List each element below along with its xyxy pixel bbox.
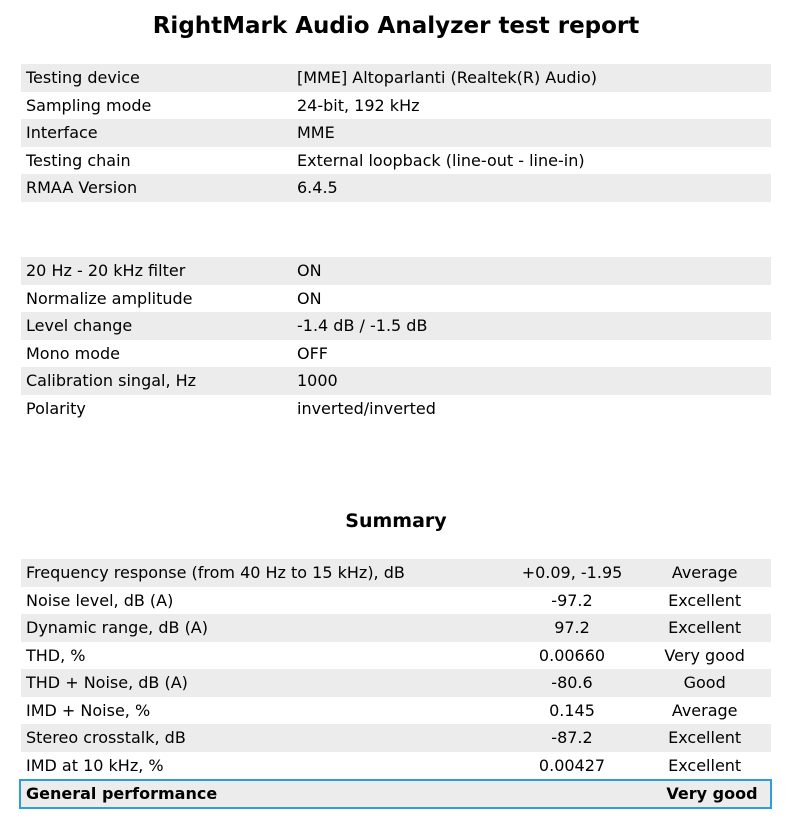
table-row bbox=[21, 614, 771, 642]
device-label: Testing device bbox=[21, 64, 292, 92]
general-performance-label: General performance bbox=[26, 784, 218, 803]
summary-value: -87.2 bbox=[506, 724, 639, 752]
table-row bbox=[21, 395, 771, 423]
table-row bbox=[21, 257, 771, 285]
mono-mode-label: Mono mode bbox=[26, 343, 120, 363]
testing-chain-value: External loopback (line-out - line-in) bbox=[297, 150, 585, 170]
general-performance-rating: Very good bbox=[666, 784, 758, 803]
summary-metric: Dynamic range, dB (A) bbox=[21, 614, 506, 642]
level-change-value: -1.4 dB / -1.5 dB bbox=[292, 312, 771, 340]
table-row bbox=[21, 669, 771, 697]
summary-table bbox=[21, 559, 771, 779]
device-info-table bbox=[21, 64, 771, 202]
summary-rating: Average bbox=[638, 559, 771, 587]
general-performance-row bbox=[19, 779, 772, 809]
level-change-label: Level change bbox=[21, 312, 292, 340]
table-row bbox=[21, 119, 771, 147]
table-row bbox=[21, 174, 771, 202]
table-row bbox=[21, 147, 771, 175]
summary-metric: Noise level, dB (A) bbox=[26, 590, 174, 610]
table-row bbox=[21, 285, 771, 313]
filter-value: ON bbox=[292, 257, 771, 285]
summary-metric: IMD + Noise, % bbox=[26, 700, 151, 720]
normalize-value: ON bbox=[297, 288, 322, 308]
table-row bbox=[21, 340, 771, 368]
summary-rating: Very good bbox=[664, 645, 745, 665]
summary-metric: THD + Noise, dB (A) bbox=[21, 669, 506, 697]
rmaa-version-label: RMAA Version bbox=[21, 174, 292, 202]
rmaa-version-value: 6.4.5 bbox=[292, 174, 771, 202]
report-title: RightMark Audio Analyzer test report bbox=[152, 13, 640, 39]
summary-rating: Excellent bbox=[668, 755, 742, 775]
table-row bbox=[21, 64, 771, 92]
table-row bbox=[21, 697, 771, 725]
table-row bbox=[21, 312, 771, 340]
sampling-mode-label: Sampling mode bbox=[26, 95, 152, 115]
normalize-label: Normalize amplitude bbox=[26, 288, 193, 308]
table-row bbox=[21, 587, 771, 615]
summary-value: -97.2 bbox=[551, 590, 593, 610]
table-row bbox=[21, 559, 771, 587]
summary-value: 0.145 bbox=[549, 700, 595, 720]
summary-value: +0.09, -1.95 bbox=[506, 559, 639, 587]
summary-value: 97.2 bbox=[506, 614, 639, 642]
table-row bbox=[21, 724, 771, 752]
summary-metric: Frequency response (from 40 Hz to 15 kHz), dB bbox=[21, 559, 506, 587]
summary-value: -80.6 bbox=[506, 669, 639, 697]
summary-rating: Average bbox=[671, 700, 738, 720]
testing-chain-label: Testing chain bbox=[26, 150, 131, 170]
settings-table bbox=[21, 257, 771, 422]
device-value: [MME] Altoparlanti (Realtek(R) Audio) bbox=[292, 64, 771, 92]
mono-mode-value: OFF bbox=[297, 343, 328, 363]
summary-metric: IMD at 10 kHz, % bbox=[26, 755, 164, 775]
summary-rating: Good bbox=[638, 669, 771, 697]
summary-rating: Excellent bbox=[638, 724, 771, 752]
calibration-value: 1000 bbox=[292, 367, 771, 395]
summary-rating: Excellent bbox=[668, 590, 742, 610]
summary-rating: Excellent bbox=[638, 614, 771, 642]
table-row bbox=[21, 367, 771, 395]
table-row bbox=[21, 642, 771, 670]
polarity-value: inverted/inverted bbox=[297, 398, 436, 418]
interface-value: MME bbox=[292, 119, 771, 147]
table-row bbox=[21, 92, 771, 120]
sampling-mode-value: 24-bit, 192 kHz bbox=[297, 95, 420, 115]
summary-heading: Summary bbox=[345, 510, 447, 532]
calibration-label: Calibration singal, Hz bbox=[21, 367, 292, 395]
summary-metric: Stereo crosstalk, dB bbox=[21, 724, 506, 752]
interface-label: Interface bbox=[21, 119, 292, 147]
summary-value: 0.00660 bbox=[538, 645, 606, 665]
filter-label: 20 Hz - 20 kHz filter bbox=[21, 257, 292, 285]
table-row bbox=[21, 752, 771, 780]
summary-metric: THD, % bbox=[26, 645, 86, 665]
summary-value: 0.00427 bbox=[538, 755, 606, 775]
polarity-label: Polarity bbox=[26, 398, 86, 418]
